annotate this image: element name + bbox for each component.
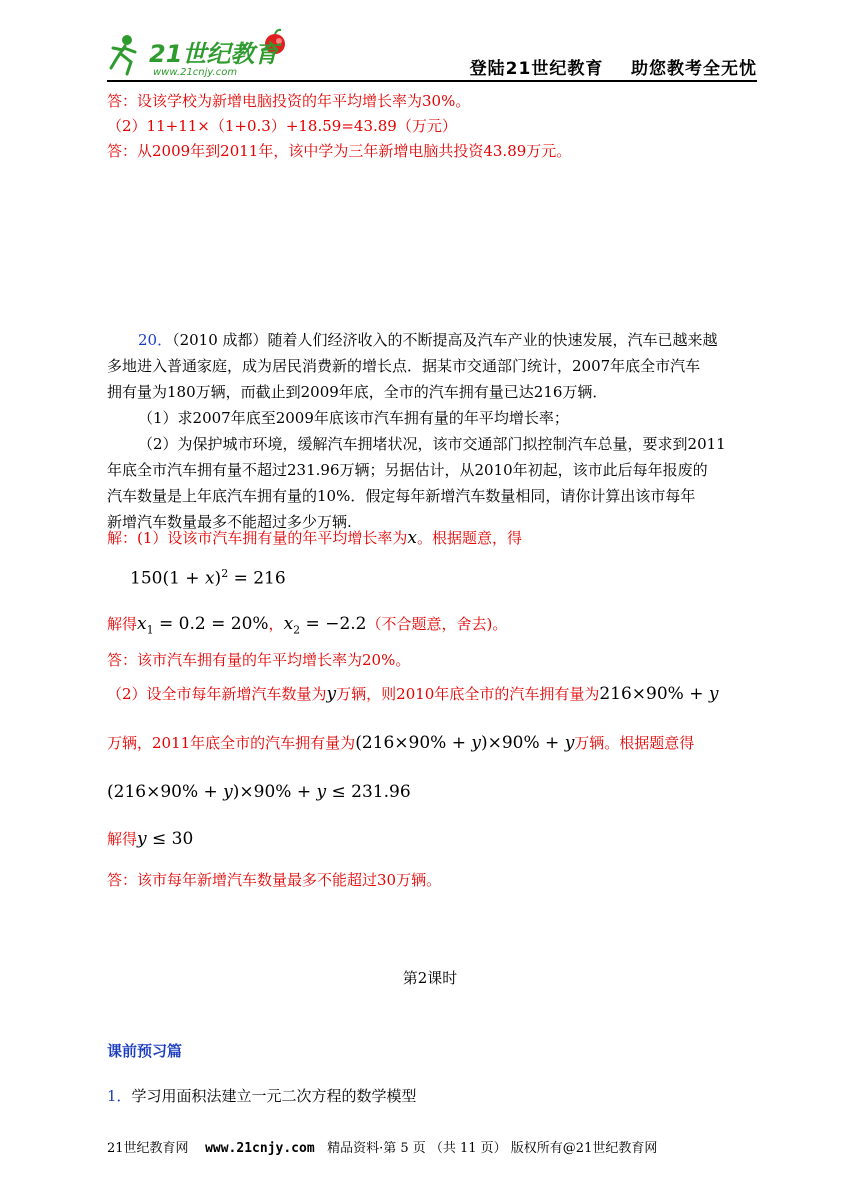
problem-20-question-1: （1）求2007年底至2009年底该市汽车拥有量的年平均增长率； — [138, 409, 569, 427]
footer-info: 精品资料·第 5 页 （共 11 页） 版权所有@21世纪教育网 — [327, 1141, 658, 1156]
lesson-title: 第2课时 — [402, 969, 458, 987]
header-divider — [107, 80, 757, 82]
solution-step-1: 解：(1）设该市汽车拥有量的年平均增长率为x。根据题意，得 — [107, 528, 523, 548]
problem-20-line-1: 20．（2010 成都）随着人们经济收入的不断提高及汽车产业的快速发展，汽车已越来越 — [138, 331, 718, 349]
problem-20-question-2-line-2: 年底全市汽车拥有量不超过231.96万辆；另据估计，从2010年初起，该市此后每年报废的 — [107, 461, 708, 479]
logo-21cnjy — [107, 28, 297, 78]
problem-20-question-2-line-3: 汽车数量是上年底汽车拥有量的10%．假定每年新增汽车数量相同，请你计算出该市每年 — [107, 487, 696, 505]
answer-line-4: 答：该市每年新增汽车数量最多不能超过30万辆。 — [107, 871, 442, 889]
page-footer — [107, 1137, 657, 1156]
equation-1: $150(1 + x)^2 = 216$ — [130, 567, 286, 589]
answer-line-2: 答：从2009年到2011年，该中学为三年新增电脑共投资43.89万元。 — [107, 142, 572, 160]
page-header — [107, 28, 757, 80]
preview-item-1: 1．学习用面积法建立一元二次方程的数学模型 — [107, 1087, 417, 1105]
calc-line-2: （2）11+11×（1+0.3）+18.59=43.89（万元） — [107, 117, 457, 135]
footer-url[interactable]: www.21cnjy.com — [205, 1141, 315, 1156]
problem-20-line-2: 多地进入普通家庭，成为居民消费新的增长点．据某市交通部门统计，2007年底全市汽车 — [107, 357, 701, 375]
svg-text:www.21cnjy.com: www.21cnjy.com — [153, 67, 238, 78]
problem-number: 20． — [138, 331, 173, 349]
answer-line-1: 答：设该学校为新增电脑投资的年平均增长率为30%。 — [107, 92, 471, 110]
preview-section-title: 课前预习篇 — [107, 1042, 183, 1060]
solution-step-2: （2）设全市每年新增汽车数量为y万辆，则2010年底全市的汽车拥有量为216×90% + y — [107, 684, 719, 704]
solution-roots: 解得$x_1 = 0.2 = 20\%$，$x_2 = -2.2$（不合题意，舍去)。 — [107, 614, 508, 637]
svg-text:21世纪教育: 21世纪教育 — [149, 40, 279, 68]
inequality: (216×90% + y)×90% + y ≤ 231.96 — [107, 782, 411, 802]
item-number: 1． — [107, 1087, 132, 1105]
solution-step-3: 万辆，2011年底全市的汽车拥有量为(216×90% + y)×90% + y万辆。根据题意得 — [107, 733, 695, 753]
header-slogan: 登陆21世纪教育 助您教考全无忧 — [469, 59, 757, 79]
answer-line-3: 答：该市汽车拥有量的年平均增长率为20%。 — [107, 651, 411, 669]
problem-20-question-2-line-4: 新增汽车数量最多不能超过多少万辆. — [107, 513, 352, 531]
solution-result: 解得y ≤ 30 — [107, 829, 194, 849]
problem-20-line-3: 拥有量为180万辆，而截止到2009年底，全市的汽车拥有量已达216万辆． — [107, 383, 608, 401]
footer-site: 21世纪教育网 — [107, 1141, 189, 1156]
problem-20-question-2-line-1: （2）为保护城市环境，缓解汽车拥堵状况，该市交通部门拟控制汽车总量，要求到2011 — [138, 435, 726, 453]
